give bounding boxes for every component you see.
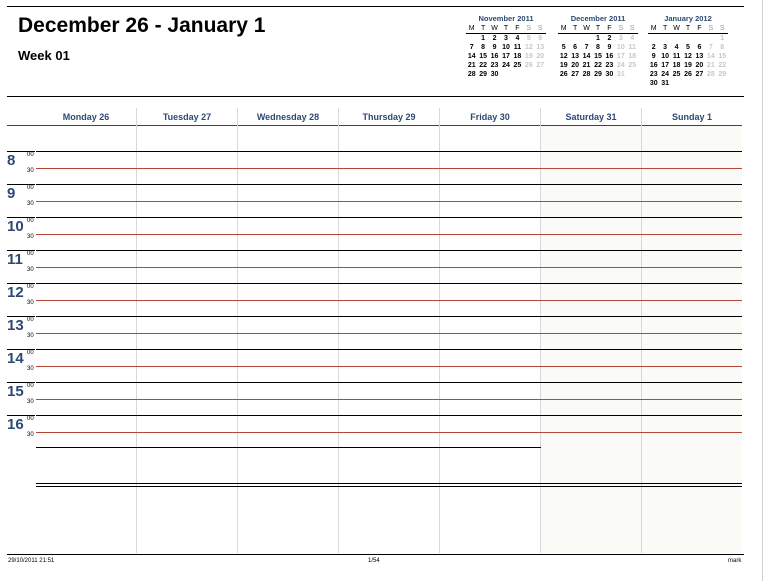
mini-calendar-day[interactable]: 15 bbox=[594, 53, 602, 60]
mini-calendar-day[interactable]: 11 bbox=[513, 44, 522, 51]
mini-calendar-day bbox=[694, 79, 705, 88]
weekday-label: W bbox=[583, 25, 590, 32]
mini-calendar-week bbox=[466, 70, 546, 79]
hour-label: 8 bbox=[7, 152, 16, 169]
hour-line bbox=[36, 184, 742, 185]
mini-calendar-day[interactable]: 29 bbox=[594, 71, 602, 78]
mini-calendar-week bbox=[558, 52, 638, 61]
minute-label-00: 00 bbox=[27, 284, 34, 290]
mini-calendar-day[interactable]: 6 bbox=[697, 44, 702, 51]
mini-calendar-day[interactable]: 19 bbox=[684, 62, 692, 69]
mini-calendar-week bbox=[558, 43, 638, 52]
mini-calendar-day[interactable]: 14 bbox=[582, 53, 591, 60]
mini-calendar-day[interactable]: 17 bbox=[502, 53, 510, 60]
mini-calendar-day bbox=[671, 34, 682, 43]
half-hour-line bbox=[36, 201, 742, 202]
day-header-rule bbox=[7, 125, 742, 126]
weekday-label: F bbox=[607, 25, 612, 32]
mini-calendar-day[interactable]: 22 bbox=[479, 62, 488, 69]
day-header[interactable]: Saturday 31 bbox=[565, 112, 617, 122]
mini-calendar-day[interactable]: 11 bbox=[672, 53, 681, 60]
weekday-label: W bbox=[673, 25, 680, 32]
mini-calendar-day bbox=[671, 79, 682, 88]
day-header[interactable]: Wednesday 28 bbox=[256, 112, 320, 122]
minute-label-30: 30 bbox=[27, 432, 34, 438]
mini-calendar-week bbox=[648, 43, 728, 52]
mini-calendar-day[interactable]: 25 bbox=[513, 62, 522, 69]
mini-calendar-weekdays bbox=[466, 24, 546, 34]
mini-calendar-day[interactable]: 25 bbox=[672, 71, 681, 78]
minute-label-30: 30 bbox=[27, 267, 34, 273]
mini-calendar-day[interactable]: 20 bbox=[536, 53, 545, 60]
half-hour-line bbox=[36, 168, 742, 169]
mini-calendar-day[interactable]: 2 bbox=[492, 35, 497, 42]
hour-line bbox=[36, 217, 742, 218]
mini-calendar-day[interactable]: 13 bbox=[571, 53, 580, 60]
half-hour-line bbox=[36, 234, 742, 235]
mini-calendar-day[interactable]: 26 bbox=[559, 71, 568, 78]
mini-calendar-day bbox=[558, 34, 569, 43]
minute-label-30: 30 bbox=[27, 168, 34, 174]
mini-calendar-day[interactable]: 18 bbox=[513, 53, 522, 60]
mini-calendar-day[interactable]: 21 bbox=[706, 62, 715, 69]
day-header[interactable]: Monday 26 bbox=[62, 112, 110, 122]
week-label: Week 01 bbox=[18, 48, 70, 63]
mini-calendar-day[interactable]: 5 bbox=[526, 35, 531, 42]
mini-calendar-day[interactable]: 4 bbox=[674, 44, 679, 51]
mini-calendar-day bbox=[581, 34, 592, 43]
mini-calendar-day[interactable]: 6 bbox=[573, 44, 578, 51]
half-hour-line bbox=[36, 432, 742, 433]
mini-calendar-week bbox=[558, 70, 638, 79]
mini-calendar-day[interactable]: 3 bbox=[663, 44, 668, 51]
hour-line bbox=[36, 151, 742, 152]
mini-calendar-week bbox=[466, 52, 546, 61]
half-hour-line bbox=[36, 300, 742, 301]
half-hour-line bbox=[36, 399, 742, 400]
half-hour-line bbox=[36, 366, 742, 367]
minute-label-30: 30 bbox=[27, 333, 34, 339]
mini-calendar-day[interactable]: 2 bbox=[651, 44, 656, 51]
mini-calendar-day[interactable]: 23 bbox=[490, 62, 499, 69]
mini-calendar-day[interactable]: 18 bbox=[672, 62, 681, 69]
mini-calendar-day[interactable]: 14 bbox=[467, 53, 476, 60]
mini-calendar-day[interactable]: 29 bbox=[479, 71, 488, 78]
mini-calendar-day[interactable]: 15 bbox=[718, 53, 727, 60]
mini-calendar-day[interactable]: 16 bbox=[605, 53, 614, 60]
mini-calendar-day[interactable]: 8 bbox=[720, 44, 725, 51]
header-rule bbox=[7, 96, 744, 97]
weekday-label: M bbox=[468, 25, 475, 32]
weekday-label: S bbox=[618, 25, 624, 32]
hour-label: 14 bbox=[7, 350, 24, 367]
mini-calendar-day[interactable]: 17 bbox=[661, 62, 670, 69]
minute-label-30: 30 bbox=[27, 300, 34, 306]
mini-calendar-day[interactable]: 14 bbox=[706, 53, 715, 60]
hour-line bbox=[36, 382, 742, 383]
weekday-label: T bbox=[595, 25, 601, 32]
weekday-label: T bbox=[503, 25, 509, 32]
top-rule bbox=[7, 6, 744, 7]
mini-calendar bbox=[648, 14, 728, 88]
weekday-label: T bbox=[685, 25, 691, 32]
mini-calendar-day[interactable]: 27 bbox=[695, 71, 704, 78]
hour-line bbox=[36, 415, 742, 416]
footer-page-number: 1/54 bbox=[368, 558, 380, 564]
notes-rule-2 bbox=[36, 486, 742, 487]
mini-calendar-day bbox=[512, 70, 523, 79]
mini-calendar-day[interactable]: 3 bbox=[504, 35, 508, 42]
mini-calendar-day bbox=[705, 79, 716, 88]
mini-calendar-week bbox=[466, 43, 546, 52]
mini-calendar-day[interactable]: 12 bbox=[559, 53, 568, 60]
mini-calendar-day[interactable]: 6 bbox=[538, 35, 543, 42]
weekday-label: S bbox=[708, 25, 714, 32]
weekday-label: M bbox=[560, 25, 567, 32]
page-edge bbox=[762, 0, 763, 581]
mini-calendar-day[interactable]: 7 bbox=[469, 44, 474, 51]
mini-calendar-day[interactable]: 28 bbox=[582, 71, 591, 78]
mini-calendar-day[interactable]: 27 bbox=[571, 71, 580, 78]
mini-calendar-day bbox=[705, 34, 716, 43]
mini-calendar-day[interactable]: 12 bbox=[524, 44, 533, 51]
mini-calendar-day[interactable]: 1 bbox=[596, 35, 600, 42]
mini-calendar-day[interactable]: 24 bbox=[502, 62, 510, 69]
mini-calendar-day[interactable]: 4 bbox=[515, 35, 520, 42]
mini-calendar-day bbox=[717, 79, 728, 88]
minute-label-00: 00 bbox=[27, 152, 34, 158]
mini-calendar bbox=[466, 14, 546, 79]
mini-calendar-day[interactable]: 28 bbox=[706, 71, 715, 78]
mini-calendar-day[interactable]: 16 bbox=[649, 62, 658, 69]
grid-end-rule bbox=[36, 447, 541, 448]
mini-calendar-day[interactable]: 4 bbox=[630, 35, 635, 42]
mini-calendar-day[interactable]: 22 bbox=[718, 62, 727, 69]
minute-label-30: 30 bbox=[27, 201, 34, 207]
minute-label-00: 00 bbox=[27, 416, 34, 422]
footer-timestamp: 29/10/2011 21:51 bbox=[8, 558, 55, 564]
mini-calendar-day[interactable]: 21 bbox=[582, 62, 591, 69]
minute-label-00: 00 bbox=[27, 251, 34, 257]
hour-label: 15 bbox=[7, 383, 24, 400]
mini-calendar-title: January 2012 bbox=[664, 14, 712, 23]
hour-line bbox=[36, 316, 742, 317]
mini-calendar-day[interactable]: 1 bbox=[720, 35, 725, 42]
mini-calendar-week bbox=[648, 70, 728, 79]
mini-calendar-day[interactable]: 20 bbox=[571, 62, 580, 69]
day-header[interactable]: Friday 30 bbox=[470, 112, 510, 122]
mini-calendar-day[interactable]: 13 bbox=[695, 53, 704, 60]
mini-calendar-day[interactable]: 9 bbox=[607, 44, 612, 51]
hour-line bbox=[36, 283, 742, 284]
mini-calendar-day[interactable]: 29 bbox=[718, 71, 727, 78]
hour-line bbox=[36, 349, 742, 350]
mini-calendar-day[interactable]: 24 bbox=[661, 71, 670, 78]
mini-calendar-day[interactable]: 17 bbox=[616, 53, 625, 60]
mini-calendar-day[interactable]: 20 bbox=[695, 62, 704, 69]
mini-calendar-day[interactable]: 7 bbox=[708, 44, 713, 51]
mini-calendar-week bbox=[648, 52, 728, 61]
minute-label-30: 30 bbox=[27, 366, 34, 372]
mini-calendar-day[interactable]: 23 bbox=[649, 71, 658, 78]
minute-label-30: 30 bbox=[27, 399, 34, 405]
weekday-label: T bbox=[662, 25, 668, 32]
mini-calendar-day[interactable]: 11 bbox=[628, 44, 636, 51]
weekday-label: T bbox=[480, 25, 486, 32]
mini-calendar-day bbox=[627, 70, 638, 79]
hour-label: 16 bbox=[7, 416, 24, 433]
day-header[interactable]: Thursday 29 bbox=[362, 112, 416, 122]
mini-calendar-day[interactable]: 16 bbox=[490, 53, 499, 60]
weekday-label: F bbox=[697, 25, 702, 32]
mini-calendar-day[interactable]: 30 bbox=[649, 80, 658, 87]
mini-calendar-day bbox=[682, 34, 693, 43]
mini-calendar-day[interactable]: 24 bbox=[616, 62, 625, 69]
notes-rule-1 bbox=[36, 483, 742, 484]
hour-label: 10 bbox=[7, 218, 24, 235]
hour-line bbox=[36, 250, 742, 251]
half-hour-line bbox=[36, 267, 742, 268]
mini-calendar-day[interactable]: 10 bbox=[616, 44, 625, 51]
day-header[interactable]: Tuesday 27 bbox=[162, 112, 212, 122]
weekday-label: S bbox=[719, 25, 725, 32]
mini-calendar-day bbox=[523, 70, 534, 79]
weekday-label: W bbox=[491, 25, 498, 32]
mini-calendar-weekdays bbox=[558, 24, 638, 34]
mini-calendar-day[interactable]: 31 bbox=[616, 71, 625, 78]
mini-calendar-day[interactable]: 30 bbox=[605, 71, 614, 78]
weekday-label: M bbox=[650, 25, 657, 32]
mini-calendar-day[interactable]: 5 bbox=[686, 44, 690, 51]
mini-calendar-week bbox=[466, 61, 546, 70]
mini-calendar-day[interactable]: 19 bbox=[559, 62, 568, 69]
mini-calendar-day[interactable]: 10 bbox=[502, 44, 510, 51]
mini-calendar-day[interactable]: 9 bbox=[651, 53, 656, 60]
minute-label-30: 30 bbox=[27, 234, 34, 240]
mini-calendar-day[interactable]: 23 bbox=[605, 62, 614, 69]
weekday-label: S bbox=[537, 25, 543, 32]
minute-label-00: 00 bbox=[27, 185, 34, 191]
mini-calendar-week bbox=[648, 61, 728, 70]
hour-label: 13 bbox=[7, 317, 24, 334]
mini-calendar-day bbox=[648, 34, 659, 43]
mini-calendar-day[interactable]: 3 bbox=[618, 35, 623, 42]
page-title: December 26 - January 1 bbox=[18, 14, 266, 37]
mini-calendar-day[interactable]: 15 bbox=[479, 53, 488, 60]
footer-user: mark bbox=[728, 558, 742, 564]
mini-calendar-week bbox=[558, 34, 638, 43]
mini-calendar-day[interactable]: 8 bbox=[596, 44, 600, 51]
mini-calendar-day[interactable]: 7 bbox=[584, 44, 589, 51]
mini-calendar-day bbox=[535, 70, 546, 79]
mini-calendar-day[interactable]: 12 bbox=[684, 53, 692, 60]
mini-calendar-day bbox=[466, 34, 477, 43]
mini-calendar-day[interactable]: 9 bbox=[492, 44, 497, 51]
mini-calendar-day[interactable]: 27 bbox=[536, 62, 545, 69]
mini-calendar-day bbox=[694, 34, 705, 43]
minute-label-00: 00 bbox=[27, 350, 34, 356]
mini-calendar-weekdays bbox=[648, 24, 728, 34]
mini-calendar-day[interactable]: 26 bbox=[524, 62, 533, 69]
mini-calendar-day[interactable]: 13 bbox=[536, 44, 545, 51]
mini-calendar-day[interactable]: 28 bbox=[467, 71, 476, 78]
mini-calendar-day[interactable]: 10 bbox=[661, 53, 670, 60]
day-header[interactable]: Sunday 1 bbox=[671, 112, 712, 122]
weekday-label: S bbox=[526, 25, 532, 32]
mini-calendar-day[interactable]: 19 bbox=[524, 53, 533, 60]
minute-label-00: 00 bbox=[27, 383, 34, 389]
minute-label-00: 00 bbox=[27, 317, 34, 323]
weekday-label: S bbox=[629, 25, 635, 32]
mini-calendar-day bbox=[500, 70, 511, 79]
mini-calendar-day[interactable]: 5 bbox=[561, 44, 566, 51]
weekday-label: F bbox=[515, 25, 520, 32]
mini-calendar-day[interactable]: 21 bbox=[467, 62, 476, 69]
mini-calendar-day[interactable]: 2 bbox=[607, 35, 612, 42]
hour-label: 12 bbox=[7, 284, 24, 301]
mini-calendar-week bbox=[558, 61, 638, 70]
hour-label: 11 bbox=[7, 251, 23, 268]
mini-calendar-title: November 2011 bbox=[478, 14, 534, 23]
weekday-label: T bbox=[572, 25, 578, 32]
hour-label: 9 bbox=[7, 185, 16, 202]
mini-calendar-day bbox=[682, 79, 693, 88]
mini-calendar-day[interactable]: 30 bbox=[490, 71, 499, 78]
half-hour-line bbox=[36, 333, 742, 334]
mini-calendar-week bbox=[648, 34, 728, 43]
footer-rule bbox=[7, 554, 744, 555]
mini-calendar-day[interactable]: 22 bbox=[594, 62, 602, 69]
mini-calendar-day[interactable]: 25 bbox=[628, 62, 637, 69]
minute-label-00: 00 bbox=[27, 218, 34, 224]
mini-calendar-day bbox=[659, 34, 670, 43]
mini-calendar bbox=[558, 14, 638, 79]
mini-calendar-week bbox=[466, 34, 546, 43]
mini-calendar-day bbox=[569, 34, 580, 43]
mini-calendar-title: December 2011 bbox=[570, 14, 626, 23]
mini-calendar-day[interactable]: 26 bbox=[684, 71, 692, 78]
mini-calendar-day[interactable]: 1 bbox=[481, 35, 486, 42]
mini-calendar-day[interactable]: 8 bbox=[481, 44, 486, 51]
mini-calendar-day[interactable]: 18 bbox=[628, 53, 637, 60]
mini-calendar-week bbox=[648, 79, 728, 88]
mini-calendar-day[interactable]: 31 bbox=[661, 80, 670, 87]
